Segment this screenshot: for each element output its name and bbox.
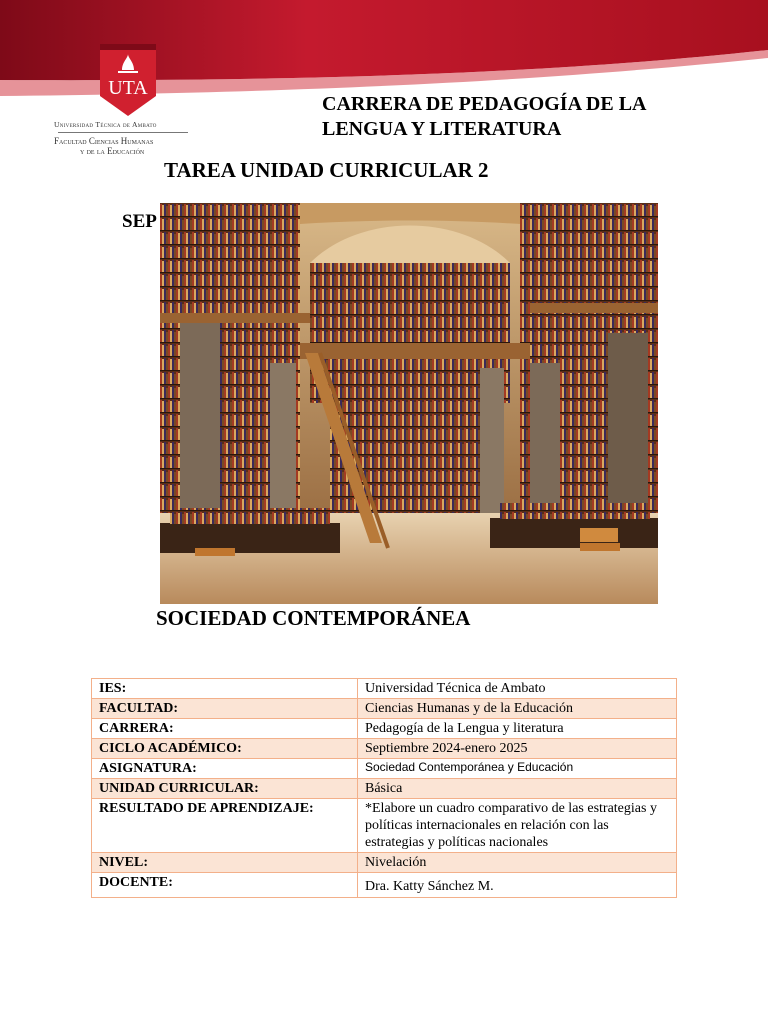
row-key: UNIDAD CURRICULAR: — [92, 779, 358, 799]
table-row — [92, 759, 677, 779]
logo-faculty-line1: Facultad Ciencias Humanas — [54, 136, 154, 146]
row-value: Sociedad Contemporánea y Educación — [358, 759, 677, 779]
career-line2: LENGUA Y LITERATURA — [322, 118, 562, 140]
logo-divider — [58, 132, 188, 133]
assignment-title: TAREA UNIDAD CURRICULAR 2 — [164, 158, 489, 182]
row-value: Nivelación — [358, 853, 677, 873]
row-key: IES: — [92, 679, 358, 699]
table-row — [92, 853, 677, 873]
library-photo — [160, 203, 658, 604]
row-key: CARRERA: — [92, 719, 358, 739]
table-row — [92, 699, 677, 719]
logo-faculty-line2: y de la Educación — [80, 146, 145, 156]
row-key: CICLO ACADÉMICO: — [92, 739, 358, 759]
table-row — [92, 799, 677, 853]
subject-title: SOCIEDAD CONTEMPORÁNEA — [156, 606, 471, 630]
row-value: Septiembre 2024-enero 2025 — [358, 739, 677, 759]
row-key: FACULTAD: — [92, 699, 358, 719]
course-info-table — [91, 678, 677, 898]
career-title — [322, 92, 742, 142]
logo-mark: UTA — [108, 77, 148, 99]
row-value: Dra. Katty Sánchez M. — [358, 873, 677, 898]
logo-faculty-name — [54, 136, 204, 156]
row-key: ASIGNATURA: — [92, 759, 358, 779]
row-key: NIVEL: — [92, 853, 358, 873]
table-row — [92, 739, 677, 759]
row-value: Pedagogía de la Lengua y literatura — [358, 719, 677, 739]
row-value: Básica — [358, 779, 677, 799]
uta-shield-icon — [100, 44, 156, 116]
row-key: RESULTADO DE APRENDIZAJE: — [92, 799, 358, 853]
partial-heading: SEP — [122, 211, 157, 232]
row-key: DOCENTE: — [92, 873, 358, 898]
table-row — [92, 873, 677, 898]
row-value: Ciencias Humanas y de la Educación — [358, 699, 677, 719]
career-line1: CARRERA DE PEDAGOGÍA DE LA — [322, 93, 647, 115]
table-row — [92, 719, 677, 739]
row-value: Universidad Técnica de Ambato — [358, 679, 677, 699]
logo-university-name: Universidad Técnica de Ambato — [54, 120, 157, 129]
table-row — [92, 679, 677, 699]
row-value: *Elabore un cuadro comparativo de las estrategias y políticas internacionales en relación con las estrategias y políticas nacionales — [358, 799, 677, 853]
table-row — [92, 779, 677, 799]
